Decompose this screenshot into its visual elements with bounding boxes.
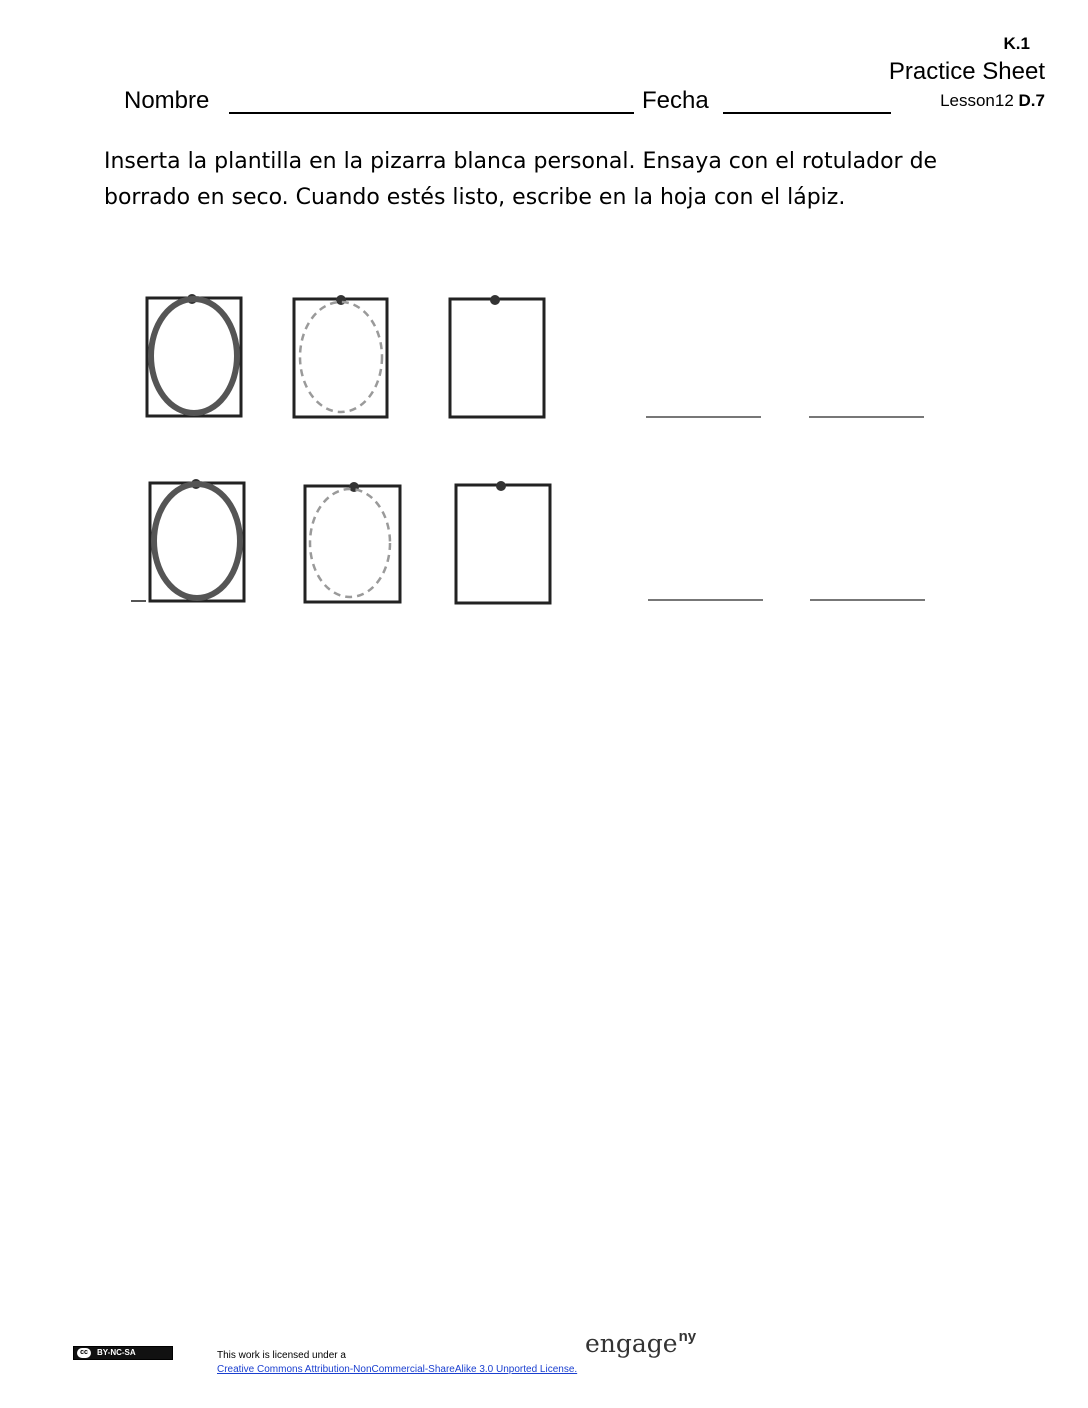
logo-main: engage	[585, 1329, 678, 1358]
name-label: Nombre	[124, 87, 210, 114]
lesson-prefix: Lesson12	[940, 91, 1014, 110]
trace-letter-box	[294, 295, 387, 417]
cc-badge-label: BY-NC-SA	[97, 1348, 136, 1357]
model-letter-box	[147, 294, 241, 416]
trace-letter-box	[305, 482, 400, 602]
practice-row-1	[147, 294, 924, 417]
cc-license-badge[interactable]	[73, 1346, 173, 1360]
license-text: This work is licensed under a	[217, 1350, 346, 1361]
empty-letter-box[interactable]	[456, 481, 550, 603]
instructions-line-1: Inserta la plantilla en la pizarra blanca personal. Ensaya con el rotulador de	[104, 149, 938, 174]
lesson-code-bold: D.7	[1018, 91, 1045, 110]
grade-label: K.1	[1003, 34, 1030, 53]
trace-letter-o	[310, 489, 390, 597]
cc-icon: cc	[77, 1348, 91, 1358]
model-letter-o	[154, 484, 240, 598]
letter-practice-area	[0, 0, 1088, 700]
empty-letter-box[interactable]	[450, 295, 544, 417]
sheet-title: Practice Sheet	[888, 58, 1045, 85]
date-label: Fecha	[642, 87, 709, 114]
license-link[interactable]: Creative Commons Attribution-NonCommercial-ShareAlike 3.0 Unported License.	[217, 1364, 578, 1375]
practice-row-2	[131, 479, 925, 603]
logo-sup: ny	[678, 1328, 697, 1345]
trace-letter-o	[300, 302, 382, 412]
engageny-logo	[585, 1328, 696, 1358]
model-letter-o	[151, 299, 237, 413]
model-letter-box	[150, 479, 244, 601]
instructions-line-2: borrado en seco. Cuando estés listo, escribe en la hoja con el lápiz.	[104, 185, 846, 210]
